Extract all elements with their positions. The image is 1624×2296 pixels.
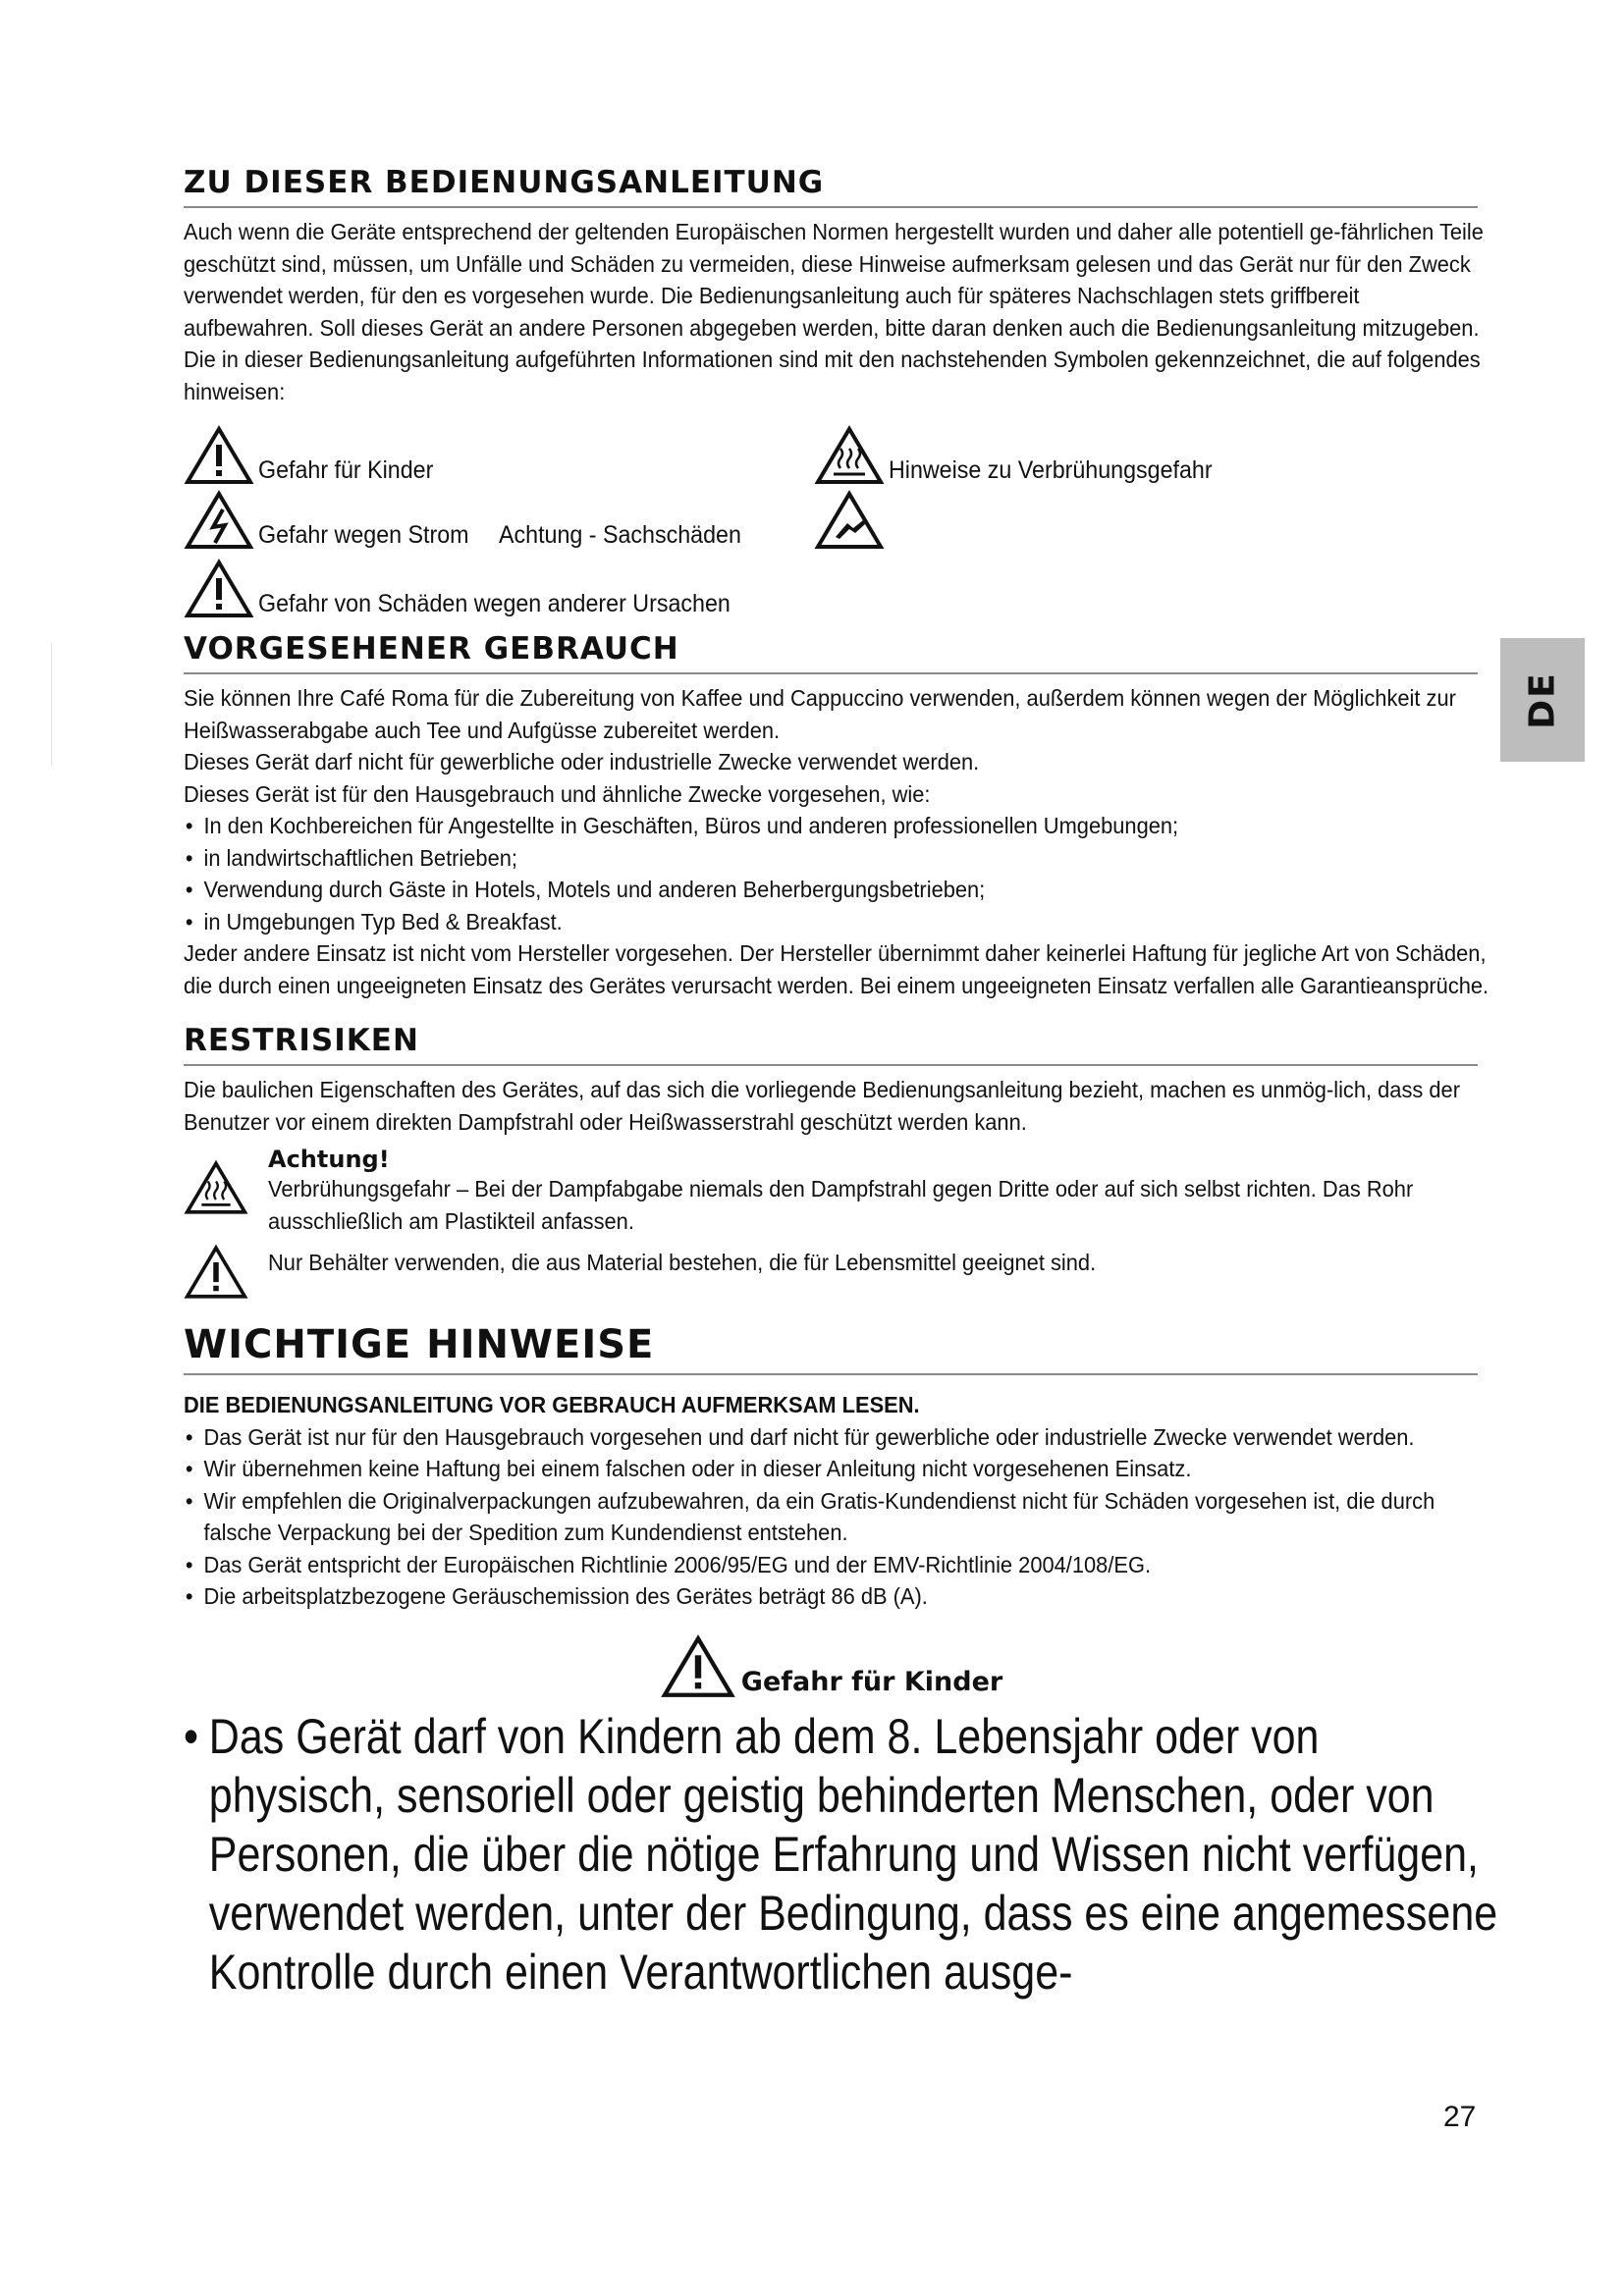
symbol-other-label: Gefahr von Schäden wegen anderer Ursachen (258, 590, 731, 617)
intended-use-paragraph-2: Dieses Gerät darf nicht für gewerbliche oder industrielle Zwecke verwendet werden. (184, 749, 980, 774)
hot-surface-icon (814, 425, 885, 486)
symbol-electric-label: Gefahr wegen Strom (258, 521, 469, 549)
list-item: • Wir übernehmen keine Haftung bei einem falschen oder in dieser Anleitung nicht vorgesehenen Einsatz. (184, 1453, 1489, 1485)
property-damage-icon (814, 490, 885, 551)
section-title-important: WICHTIGE HINWEISE (184, 1322, 1478, 1375)
about-text-block (184, 216, 1489, 407)
symbol-other (184, 559, 766, 619)
kids-warning-heading (184, 1634, 1478, 1699)
residual-risks-paragraph: Die baulichen Eigenschaften des Gerätes, auf das sich die vorliegende Bedienungsanleitung bezieht, machen es unmög-lich, dass der Benutzer vor einem direkten Dampfstrahl oder Heißwasserstrahl geschützt werden kann. (184, 1077, 1460, 1135)
warning-block (184, 1146, 1489, 1301)
kids-warning-text-block (184, 1707, 1501, 2002)
list-item: • Verwendung durch Gäste in Hotels, Motels und anderen Beherbergungsbetrieben; (184, 874, 1489, 906)
symbol-children-label: Gefahr für Kinder (258, 456, 434, 484)
warning-title: Achtung! (268, 1146, 390, 1173)
warning-triangle-icon (659, 1634, 737, 1699)
important-subtitle: DIE BEDIENUNGSANLEITUNG VOR GEBRAUCH AUFMERKSAM LESEN. (184, 1392, 920, 1417)
hot-surface-icon (184, 1159, 248, 1216)
important-list (184, 1421, 1489, 1613)
intended-use-paragraph-1: Sie können Ihre Café Roma für die Zubereitung von Kaffee und Cappuccino verwenden, außerdem können wegen der Möglichkeit zur Heißwasserabgabe auch Tee und Aufgüsse zubereitet werden. (184, 685, 1456, 743)
kids-warning-text: • Das Gerät darf von Kindern ab dem 8. Lebensjahr oder von physisch, sensoriell oder geistig behinderten Menschen, oder von Personen, die über die nötige Erfahrung und Wissen nicht verfügen, verwendet werden, unter der Bedingung, dass es eine angemessene Kontrolle durch einen Verantwortlichen ausge- (184, 1707, 1501, 2002)
electric-hazard-icon (184, 490, 254, 551)
language-tab-label: DE (1522, 670, 1563, 729)
symbol-legend (184, 425, 1489, 617)
about-paragraph: Auch wenn die Geräte entsprechend der geltenden Europäischen Normen hergestellt wurden und daher alle potentiell ge-fährlichen Teile geschützt sind, müssen, um Unfälle und Schäden zu vermeiden, diese Hinweise aufmerksam gelesen und das Gerät nur für den Zweck verwendet werden, für den es vorgesehen wurde. Die Bedienungsanleitung auch für späteres Nachschlagen stets griffbereit aufbewahren. Soll dieses Gerät an andere Personen abgegeben werden, bitte daran denken auch die Bedienungsanleitung mitzugeben. Die in dieser Bedienungsanleitung aufgeführten Informationen sind mit den nachstehenden Symbolen gekennzeichnet, die auf folgendes hinweisen: (184, 219, 1484, 404)
list-item: • Wir empfehlen die Originalverpackungen aufzubewahren, da ein Gratis-Kundendienst nicht für Schäden vorgesehen ist, die durch falsche Verpackung bei der Spedition zum Kundendienst entstehen. (184, 1485, 1489, 1549)
warning-triangle-icon (184, 1244, 248, 1301)
residual-risks-text-block (184, 1074, 1489, 1138)
symbol-scald (814, 425, 1236, 486)
warning-container-text-wrap (268, 1247, 1491, 1279)
kids-warning-title: Gefahr für Kinder (740, 1666, 1003, 1697)
symbol-children (184, 425, 447, 486)
content (184, 165, 1498, 2002)
intended-use-paragraph-4: Jeder andere Einsatz ist nicht vom Hersteller vorgesehen. Der Hersteller übernimmt daher keinerlei Haftung für jegliche Art von Schäden, die durch einen ungeeigneten Einsatz des Gerätes verursacht werden. Bei einem ungeeigneten Einsatz verfallen alle Garantieansprüche. (184, 940, 1489, 998)
section-title-intended-use: VORGESEHENER GEBRAUCH (184, 631, 1478, 674)
warning-scald-text-wrap (268, 1173, 1491, 1237)
warning-container-text: Nur Behälter verwenden, die aus Material bestehen, die für Lebensmittel geeignet sind. (268, 1250, 1097, 1275)
list-item: • in landwirtschaftlichen Betrieben; (184, 842, 1489, 875)
list-item: • Das Gerät entspricht der Europäischen Richtlinie 2006/95/EG und der EMV-Richtlinie 2004/108/EG. (184, 1549, 1489, 1581)
list-item: • Das Gerät ist nur für den Hausgebrauch vorgesehen und darf nicht für gewerbliche oder industrielle Zwecke verwendet werden. (184, 1421, 1489, 1454)
warning-triangle-icon (184, 559, 254, 619)
important-text-block (184, 1389, 1489, 1613)
intended-use-text-block (184, 682, 1489, 1001)
intended-use-paragraph-3: Dieses Gerät ist für den Hausgebrauch und ähnliche Zwecke vorgesehen, wie: (184, 780, 931, 807)
language-tab (1500, 638, 1585, 762)
section-title-about: ZU DIESER BEDIENUNGSANLEITUNG (184, 165, 1478, 208)
warning-texts (268, 1146, 1544, 1279)
symbol-scald-label: Hinweise zu Verbrühungsgefahr (889, 456, 1213, 484)
warning-triangle-icon (184, 425, 254, 486)
symbol-electric (184, 490, 759, 551)
symbol-property-label: Achtung - Sachschäden (498, 521, 741, 549)
page-number: 27 (1443, 2101, 1477, 2133)
list-item: • in Umgebungen Typ Bed & Breakfast. (184, 906, 1489, 938)
scan-margin-line (51, 643, 52, 766)
warning-scald-text: Verbrühungsgefahr – Bei der Dampfabgabe niemals den Dampfstrahl gegen Dritte oder auf sich selbst richten. Das Rohr ausschließlich am Plastikteil anfassen. (268, 1176, 1414, 1234)
intended-use-list (184, 810, 1489, 937)
list-item: • Die arbeitsplatzbezogene Geräuschemission des Gerätes beträgt 86 dB (A). (184, 1580, 1489, 1613)
section-title-residual-risks: RESTRISIKEN (184, 1023, 1478, 1066)
symbol-property (814, 490, 885, 551)
list-item: • In den Kochbereichen für Angestellte in Geschäften, Büros und anderen professionellen Umgebungen; (184, 810, 1489, 842)
